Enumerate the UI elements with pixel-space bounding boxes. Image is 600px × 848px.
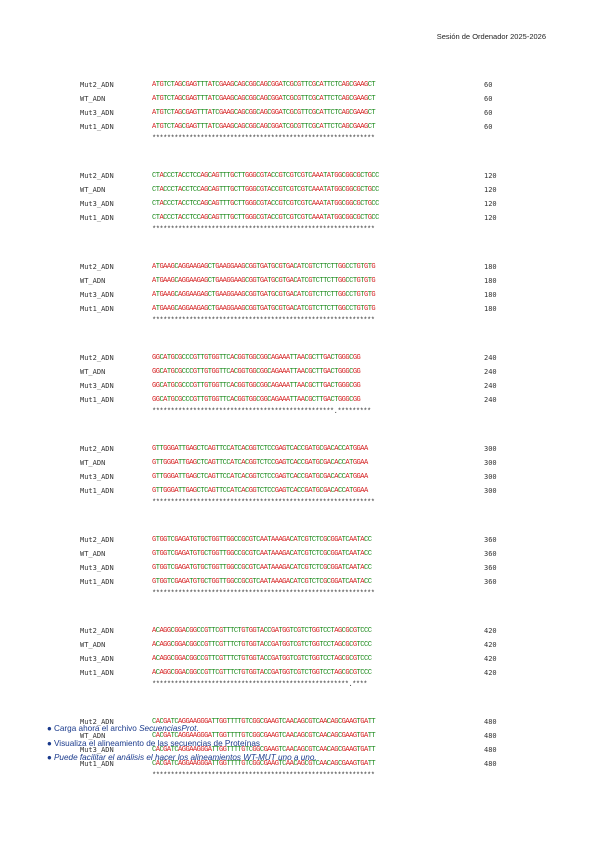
sequence-name: Mut3_ADN xyxy=(80,109,114,117)
sequence-row xyxy=(80,547,500,561)
sequence-residues: ATGTCTAGCGAGTTTATCGAAGCAGCGGCAGCGGATCGCGTTCGCATTCTCAGCGAAGCT xyxy=(152,123,376,131)
consensus-line: ************************************************************ xyxy=(152,772,375,780)
file-name: SecuenciasProt xyxy=(139,724,197,733)
consensus-row xyxy=(80,407,500,421)
sequence-name: WT_ADN xyxy=(80,368,106,376)
sequence-residues: GTTGGGATTGAGCTCAGTTCCATCACGGTCTCCGAGTCACCGATGCGACACCATGGAA xyxy=(152,487,368,495)
alignment-block xyxy=(80,442,500,512)
position-number: 300 xyxy=(484,459,497,467)
position-number: 480 xyxy=(484,732,497,740)
sequence-name: WT_ADN xyxy=(80,186,106,194)
consensus-line: ************************************************************ xyxy=(152,135,375,143)
alignment-block xyxy=(80,260,500,330)
instruction-text: Visualiza el alineamiento de las secuencias de Proteínas xyxy=(53,738,260,748)
instruction-item xyxy=(47,751,317,766)
sequence-row xyxy=(80,456,500,470)
sequence-name: Mut1_ADN xyxy=(80,396,114,404)
sequence-name: Mut2_ADN xyxy=(80,172,114,180)
sequence-name: Mut1_ADN xyxy=(80,760,114,768)
session-header: Sesión de Ordenador 2025-2026 xyxy=(436,32,546,41)
position-number: 360 xyxy=(484,564,497,572)
sequence-name: WT_ADN xyxy=(80,277,106,285)
consensus-row xyxy=(80,589,500,603)
sequence-residues: GGCATGCGCCCGTTGTGGTTCACGGTGGCGGCAGAAATTAACGCTTGACTGGGCGG xyxy=(152,396,361,404)
position-number: 240 xyxy=(484,382,497,390)
position-number: 360 xyxy=(484,536,497,544)
consensus-line: ************************************************************ xyxy=(152,590,375,598)
sequence-name: Mut2_ADN xyxy=(80,536,114,544)
alignment-block xyxy=(80,169,500,239)
instruction-suffix: . xyxy=(196,724,199,733)
sequence-residues: CTACCCTACCTCCAGCAGTTTGCTTGGGCGTACCGTCGTCGTCAAATATGGCGGCGCTGCC xyxy=(152,200,379,208)
position-number: 480 xyxy=(484,760,497,768)
sequence-residues: ACAGGCGGACGGCCGTTCGTTTCTGTGGTACCGATGGTCGTCTGGTCCTAGCGCGTCCC xyxy=(152,669,372,677)
sequence-residues: GGCATGCGCCCGTTGTGGTTCACGGTGGCGGCAGAAATTAACGCTTGACTGGGCGG xyxy=(152,382,361,390)
sequence-residues: ATGAAGCAGGAAGAGCTGAAGGAAGCGGTGATGCGTGACATCGTCTTCTTGGCCTGTGTG xyxy=(152,305,376,313)
sequence-name: Mut2_ADN xyxy=(80,445,114,453)
instruction-text: Puede facilitar el análisis el hacer los alineamientos WT-MUT uno a uno. xyxy=(53,753,317,762)
consensus-line: *****************************************************.**** xyxy=(152,681,368,689)
sequence-name: Mut3_ADN xyxy=(80,564,114,572)
sequence-residues: GTGGTCGAGATGTGCTGGTTGGCCGCGTCAATAAAGACATCGTCTCGCGGATCAATACC xyxy=(152,578,372,586)
sequence-row xyxy=(80,78,500,92)
sequence-residues: GGCATGCGCCCGTTGTGGTTCACGGTGGCGGCAGAAATTAACGCTTGACTGGGCGG xyxy=(152,368,361,376)
consensus-row xyxy=(80,498,500,512)
sequence-row xyxy=(80,533,500,547)
sequence-row xyxy=(80,442,500,456)
sequence-residues: GTTGGGATTGAGCTCAGTTCCATCACGGTCTCCGAGTCACCGATGCGACACCATGGAA xyxy=(152,473,368,481)
position-number: 180 xyxy=(484,291,497,299)
sequence-name: Mut1_ADN xyxy=(80,578,114,586)
sequence-residues: ACAGGCGGACGGCCGTTCGTTTCTGTGGTACCGATGGTCGTCTGGTCCTAGCGCGTCCC xyxy=(152,655,372,663)
sequence-row xyxy=(80,652,500,666)
consensus-row xyxy=(80,771,500,785)
position-number: 300 xyxy=(484,445,497,453)
sequence-residues: ATGTCTAGCGAGTTTATCGAAGCAGCGGCAGCGGATCGCGTTCGCATTCTCAGCGAAGCT xyxy=(152,109,376,117)
bullet-icon: ● xyxy=(47,724,52,733)
bullet-icon: ● xyxy=(47,738,52,748)
position-number: 240 xyxy=(484,354,497,362)
sequence-name: Mut3_ADN xyxy=(80,655,114,663)
position-number: 180 xyxy=(484,277,497,285)
sequence-residues: GTTGGGATTGAGCTCAGTTCCATCACGGTCTCCGAGTCACCGATGCGACACCATGGAA xyxy=(152,445,368,453)
sequence-residues: ATGTCTAGCGAGTTTATCGAAGCAGCGGCAGCGGATCGCGTTCGCATTCTCAGCGAAGCT xyxy=(152,95,376,103)
position-number: 60 xyxy=(484,95,493,103)
instructions-list xyxy=(47,722,317,766)
position-number: 60 xyxy=(484,81,493,89)
position-number: 420 xyxy=(484,655,497,663)
position-number: 300 xyxy=(484,487,497,495)
sequence-row xyxy=(80,106,500,120)
sequence-row xyxy=(80,260,500,274)
sequence-residues: ATGAAGCAGGAAGAGCTGAAGGAAGCGGTGATGCGTGACATCGTCTTCTTGGCCTGTGTG xyxy=(152,291,376,299)
position-number: 120 xyxy=(484,186,497,194)
sequence-name: Mut1_ADN xyxy=(80,214,114,222)
sequence-residues: GTTGGGATTGAGCTCAGTTCCATCACGGTCTCCGAGTCACCGATGCGACACCATGGAA xyxy=(152,459,368,467)
position-number: 240 xyxy=(484,396,497,404)
position-number: 420 xyxy=(484,641,497,649)
position-number: 360 xyxy=(484,550,497,558)
consensus-row xyxy=(80,225,500,239)
sequence-residues: ATGAAGCAGGAAGAGCTGAAGGAAGCGGTGATGCGTGACATCGTCTTCTTGGCCTGTGTG xyxy=(152,263,376,271)
consensus-row xyxy=(80,134,500,148)
position-number: 60 xyxy=(484,109,493,117)
sequence-row xyxy=(80,624,500,638)
sequence-residues: CACGATCAGGAAGGGATTGGTTTTGTCGGCGAAGTCAACAGCGTCAACAGCGAAGTGATT xyxy=(152,746,376,754)
position-number: 60 xyxy=(484,123,493,131)
sequence-residues: CACGATCAGGAAGGGATTGGTTTTGTCGGCGAAGTCAACAGCGTCAACAGCGAAGTGATT xyxy=(152,718,376,726)
sequence-residues: GTGGTCGAGATGTGCTGGTTGGCCGCGTCAATAAAGACATCGTCTCGCGGATCAATACC xyxy=(152,550,372,558)
sequence-residues: CTACCCTACCTCCAGCAGTTTGCTTGGGCGTACCGTCGTCGTCAAATATGGCGGCGCTGCC xyxy=(152,186,379,194)
sequence-name: Mut2_ADN xyxy=(80,81,114,89)
sequence-row xyxy=(80,274,500,288)
sequence-name: Mut2_ADN xyxy=(80,263,114,271)
sequence-name: Mut3_ADN xyxy=(80,473,114,481)
consensus-row xyxy=(80,316,500,330)
consensus-row xyxy=(80,680,500,694)
sequence-row xyxy=(80,169,500,183)
sequence-row xyxy=(80,379,500,393)
alignment-block xyxy=(80,624,500,694)
instruction-item xyxy=(47,722,317,737)
instruction-item xyxy=(47,737,317,752)
position-number: 360 xyxy=(484,578,497,586)
sequence-row xyxy=(80,351,500,365)
position-number: 420 xyxy=(484,669,497,677)
sequence-name: WT_ADN xyxy=(80,550,106,558)
sequence-row xyxy=(80,561,500,575)
instruction-text: Carga ahora el archivo xyxy=(53,724,140,733)
sequence-residues: CACGATCAGGAAGGGATTGGTTTTGTCGGCGAAGTCAACAGCGTCAACAGCGAAGTGATT xyxy=(152,760,376,768)
consensus-line: ************************************************************ xyxy=(152,226,375,234)
sequence-row xyxy=(80,365,500,379)
position-number: 120 xyxy=(484,200,497,208)
position-number: 480 xyxy=(484,746,497,754)
sequence-row xyxy=(80,638,500,652)
position-number: 180 xyxy=(484,263,497,271)
sequence-name: Mut3_ADN xyxy=(80,746,114,754)
sequence-residues: CACGATCAGGAAGGGATTGGTTTTGTCGGCGAAGTCAACAGCGTCAACAGCGAAGTGATT xyxy=(152,732,376,740)
alignment-block xyxy=(80,78,500,148)
sequence-residues: CTACCCTACCTCCAGCAGTTTGCTTGGGCGTACCGTCGTCGTCAAATATGGCGGCGCTGCC xyxy=(152,214,379,222)
alignment-block xyxy=(80,533,500,603)
position-number: 120 xyxy=(484,214,497,222)
sequence-residues: ACAGGCGGACGGCCGTTCGTTTCTGTGGTACCGATGGTCGTCTGGTCCTAGCGCGTCCC xyxy=(152,641,372,649)
sequence-name: Mut2_ADN xyxy=(80,718,114,726)
sequence-row xyxy=(80,470,500,484)
sequence-residues: GTGGTCGAGATGTGCTGGTTGGCCGCGTCAATAAAGACATCGTCTCGCGGATCAATACC xyxy=(152,564,372,572)
sequence-residues: GTGGTCGAGATGTGCTGGTTGGCCGCGTCAATAAAGACATCGTCTCGCGGATCAATACC xyxy=(152,536,372,544)
sequence-residues: GGCATGCGCCCGTTGTGGTTCACGGTGGCGGCAGAAATTAACGCTTGACTGGGCGG xyxy=(152,354,361,362)
sequence-row xyxy=(80,92,500,106)
sequence-name: Mut3_ADN xyxy=(80,200,114,208)
consensus-line: ************************************************************ xyxy=(152,499,375,507)
sequence-alignment xyxy=(80,78,500,806)
sequence-residues: CTACCCTACCTCCAGCAGTTTGCTTGGGCGTACCGTCGTCGTCAAATATGGCGGCGCTGCC xyxy=(152,172,379,180)
sequence-name: WT_ADN xyxy=(80,732,106,740)
sequence-residues: ATGAAGCAGGAAGAGCTGAAGGAAGCGGTGATGCGTGACATCGTCTTCTTGGCCTGTGTG xyxy=(152,277,376,285)
sequence-name: Mut2_ADN xyxy=(80,354,114,362)
sequence-name: WT_ADN xyxy=(80,459,106,467)
consensus-line: *************************************************.********* xyxy=(152,408,371,416)
sequence-name: Mut3_ADN xyxy=(80,382,114,390)
sequence-name: Mut3_ADN xyxy=(80,291,114,299)
sequence-row xyxy=(80,288,500,302)
position-number: 420 xyxy=(484,627,497,635)
sequence-name: Mut1_ADN xyxy=(80,305,114,313)
bullet-icon: ● xyxy=(47,753,52,762)
sequence-name: Mut1_ADN xyxy=(80,669,114,677)
position-number: 240 xyxy=(484,368,497,376)
sequence-name: Mut1_ADN xyxy=(80,487,114,495)
position-number: 180 xyxy=(484,305,497,313)
alignment-block xyxy=(80,351,500,421)
sequence-residues: ACAGGCGGACGGCCGTTCGTTTCTGTGGTACCGATGGTCGTCTGGTCCTAGCGCGTCCC xyxy=(152,627,372,635)
sequence-row xyxy=(80,183,500,197)
sequence-name: WT_ADN xyxy=(80,95,106,103)
sequence-name: Mut1_ADN xyxy=(80,123,114,131)
sequence-row xyxy=(80,197,500,211)
sequence-residues: ATGTCTAGCGAGTTTATCGAAGCAGCGGCAGCGGATCGCGTTCGCATTCTCAGCGAAGCT xyxy=(152,81,376,89)
position-number: 300 xyxy=(484,473,497,481)
position-number: 120 xyxy=(484,172,497,180)
position-number: 480 xyxy=(484,718,497,726)
consensus-line: ************************************************************ xyxy=(152,317,375,325)
sequence-name: WT_ADN xyxy=(80,641,106,649)
sequence-name: Mut2_ADN xyxy=(80,627,114,635)
